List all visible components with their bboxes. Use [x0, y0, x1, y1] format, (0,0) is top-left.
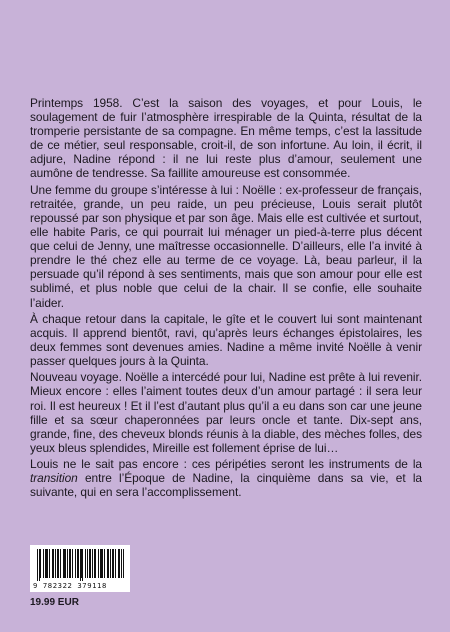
barcode-bar: [70, 549, 71, 578]
blurb-paragraph-1: [30, 96, 422, 181]
barcode-bar: [112, 549, 113, 578]
barcode-bar: [89, 549, 90, 578]
blurb-text: [30, 96, 422, 502]
barcode-bar: [49, 549, 50, 578]
blurb-text-segment: Printemps 1958. C’est la saison des voyages, et pour Louis, le soulagement de fuir l’atmosphère irrespirable de la Quinta, résultat de la tromperie persistante de sa compagne. En même temps, c’est la lassitude de ce métier, seul responsable, croit-il, de son infortune. Au loin, il écrit, il adjure, Nadine répond : il ne lui reste plus d’amour, seulement une aumône de tendresse. Sa faillite amoureuse est consommée.: [30, 96, 422, 181]
barcode-bar: [77, 549, 78, 578]
barcode-bar: [63, 549, 64, 578]
price-label: 19.99 EUR: [30, 597, 79, 608]
blurb-text-segment: À chaque retour dans la capitale, le gîte et le couvert lui sont maintenant acquis. Il apprend bientôt, ravi, qu’après leurs échanges épistolaires, les deux femmes sont devenues amies. Nadine a même invité Noëlle à venir passer quelques jours à la Quinta.: [30, 311, 422, 369]
barcode-bar: [113, 549, 114, 578]
blurb-paragraph-3: [30, 312, 422, 368]
barcode-bar: [58, 549, 59, 578]
barcode-bar: [43, 549, 44, 578]
barcode-bar: [72, 549, 73, 578]
barcode-bar: [121, 549, 122, 578]
blurb-paragraph-4: [30, 370, 422, 455]
barcode-bar: [57, 549, 58, 578]
blurb-text-segment: Louis ne le sait pas encore : ces péripéties seront les instruments de la: [30, 457, 422, 472]
barcode-bars: [37, 549, 125, 581]
blurb-text-segment: Une femme du groupe s’intéresse à lui : Noëlle : ex-professeur de français, retraitée, grande, un peu raide, un peu précieuse, Louis serait plutôt repoussé par son physique et par son âge. Mais elle est cultivée et surtout, elle habite Paris, ce qui pourrait lui ménager un pied-à-terre plus décent que celui de Jenny, une maîtresse occasionnelle. D’ailleurs, elle l’a invité à prendre le thé chez elle au terme de ce voyage. Là, beau parleur, il la persuade qu’il répond à ses sentiments, mais que son amour pour elle est sublimé, et plus noble que celui de la chair. Il se confie, elle souhaite l’aider.: [30, 182, 422, 310]
barcode-bar: [107, 549, 108, 578]
barcode-bar: [80, 549, 81, 581]
barcode-bar: [95, 549, 96, 578]
barcode-bar: [82, 549, 83, 581]
barcode-bar: [123, 549, 124, 578]
barcode-bar: [47, 549, 48, 578]
barcode-bar: [67, 549, 68, 578]
barcode-bar: [110, 549, 111, 578]
barcode-bar: [85, 549, 86, 578]
blurb-paragraph-5: [30, 457, 422, 499]
barcode-bar: [75, 549, 76, 578]
barcode-bar: [55, 549, 56, 578]
isbn-digits: 9 782322 379118: [33, 581, 107, 590]
barcode-bar: [69, 549, 70, 578]
blurb-text-segment: Nouveau voyage. Noëlle a intercédé pour lui, Nadine est prête à lui revenir. Mieux encore : elles l’aiment toutes deux d’un amour partagé : il sera leur roi. Il est heureux ! Et il l’est d’autant plus qu’il a eu dans son car une jeune fille et sa sœur chaperonnées par leurs oncle et tante. Dix-sept ans, grande, fine, des cheveux blonds réunis à la diable, des mèches folles, des yeux bleus splendides, Mireille est follement éprise de lui…: [30, 370, 422, 455]
barcode-bar: [64, 549, 65, 578]
barcode-bar: [60, 549, 61, 578]
barcode-bar: [104, 549, 105, 578]
barcode-bar: [81, 549, 82, 578]
barcode-bar: [65, 549, 66, 578]
barcode-bar: [90, 549, 91, 578]
barcode-bar: [119, 549, 120, 578]
barcode-bar: [78, 549, 79, 578]
barcode-bar: [101, 549, 102, 578]
blurb-paragraph-2: [30, 183, 422, 310]
barcode-bar: [94, 549, 95, 578]
barcode-bar: [92, 549, 93, 578]
blurb-italic-word: transition: [30, 471, 78, 486]
barcode-bar: [102, 549, 103, 578]
barcode-bar: [108, 549, 109, 578]
barcode-bar: [37, 549, 38, 581]
barcode-bar: [53, 549, 54, 578]
barcode-bar: [100, 549, 101, 578]
barcode-bar: [118, 549, 119, 578]
barcode-bar: [46, 549, 47, 578]
blurb-text-segment: entre l’Époque de Nadine, la cinquième dans sa vie, et la suivante, qui en sera l’accomplissement.: [30, 471, 422, 500]
barcode-bar: [87, 549, 88, 578]
barcode-bar: [40, 549, 41, 578]
barcode-bar: [115, 549, 116, 578]
barcode: [30, 545, 130, 592]
barcode-bar: [39, 549, 40, 581]
barcode-bar: [45, 549, 46, 578]
barcode-bar: [52, 549, 53, 578]
barcode-bar: [98, 549, 99, 578]
